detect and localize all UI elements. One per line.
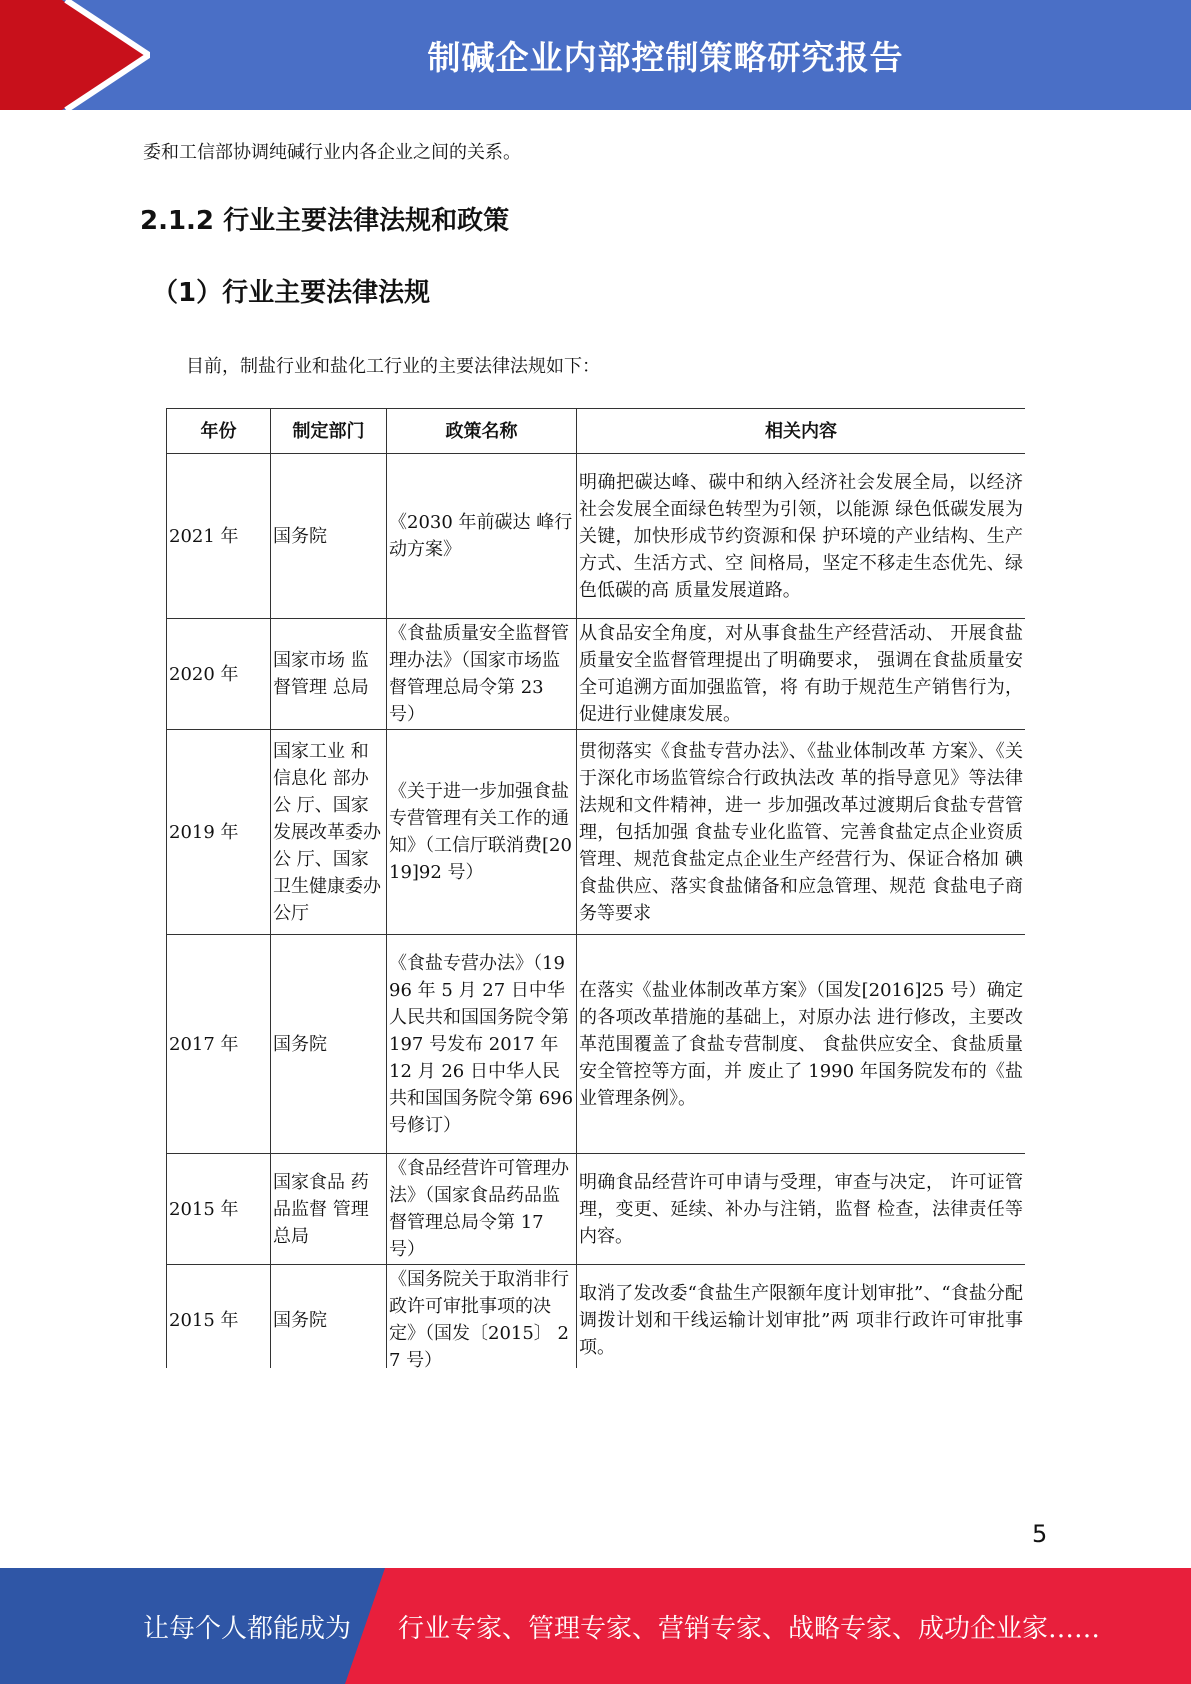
table-row — [167, 1154, 1026, 1265]
regulations-table — [166, 408, 1025, 1368]
cell-policy: 《食品经营许可管理办法》（国家食品药品监督管理总局令第 17 号） — [387, 1154, 577, 1265]
footer-slogan-right: 行业专家、管理专家、营销专家、战略专家、成功企业家…… — [398, 1613, 1101, 1644]
cell-policy: 《2030 年前碳达 峰行动方案》 — [387, 454, 577, 619]
page-header — [0, 0, 1191, 110]
cell-content-text: 明确食品经营许可申请与受理，审查与决定， 许可证管理，变更、延续、补办与注销，监督 检查，法律责任等内容。 — [579, 1171, 1023, 1247]
cell-year: 2021 年 — [167, 454, 271, 619]
header-policy: 政策名称 — [387, 409, 577, 454]
page-footer — [0, 1568, 1191, 1684]
cell-year: 2017 年 — [167, 935, 271, 1154]
table-row — [167, 1265, 1026, 1369]
cell-dept: 国务院 — [271, 454, 387, 619]
cell-year: 2020 年 — [167, 619, 271, 730]
cell-content-text: 在落实《盐业体制改革方案》（国发[2016]25 号）确定的各项改革措施的基础上，对原办法 进行修改，主要改革范围覆盖了食盐专营制度、 食盐供应安全、食盐质量安全管控等方面，并 废止了 1990 年国务院发布的《盐业管理条例》。 — [579, 979, 1023, 1109]
table-header-row — [167, 409, 1026, 454]
cell-content — [577, 730, 1026, 935]
header-dept: 制定部门 — [271, 409, 387, 454]
cell-content-text: 贯彻落实《食盐专营办法》、《盐业体制改革 方案》、《关于深化市场监管综合行政执法改 革的指导意见》等法律法规和文件精神，进一 步加强改革过渡期后食盐专营管理，包括加强 食盐专业化监管、完善食盐定点企业资质管理、规范食盐定点企业生产经营行为、保证合格加 碘食盐供应、落实食盐储备和应急管理、规范 食盐电子商务等要求 — [579, 740, 1023, 924]
cell-content-text: 明确把碳达峰、碳中和纳入经济社会发展全局，以经济社会发展全面绿色转型为引领，以能源 绿色低碳发展为关键，加快形成节约资源和保 护环境的产业结构、生产方式、生活方式、空 间格局，坚定不移走生态优先、绿色低碳的高 质量发展道路。 — [579, 471, 1023, 601]
intro-line: 委和工信部协调纯碱行业内各企业之间的关系。 — [143, 142, 521, 163]
header-title: 制碱企业内部控制策略研究报告 — [427, 37, 904, 77]
header-year: 年份 — [167, 409, 271, 454]
cell-content — [577, 935, 1026, 1154]
header-content: 相关内容 — [577, 409, 1026, 454]
cell-content — [577, 1154, 1026, 1265]
cell-policy: 《国务院关于取消非行政许可审批事项的决定》（国发〔2015〕 27 号） — [387, 1265, 577, 1369]
cell-policy: 《关于进一步加强食盐专营管理有关工作的通知》（工信厅联消费[2019]92 号） — [387, 730, 577, 935]
cell-year: 2019 年 — [167, 730, 271, 935]
cell-dept: 国务院 — [271, 1265, 387, 1369]
cell-dept: 国务院 — [271, 935, 387, 1154]
subsection-heading: （1）行业主要法律法规 — [152, 278, 431, 308]
header-arrow-decoration — [0, 0, 150, 110]
cell-policy: 《食盐专营办法》（1996 年 5 月 27 日中华人民共和国国务院令第 197 号发布 2017 年 12 月 26 日中华人民 共和国国务院令第 696 号修订） — [387, 935, 577, 1154]
footer-slogan-left: 让每个人都能成为 — [143, 1613, 352, 1644]
cell-dept: 国家市场 监督管理 总局 — [271, 619, 387, 730]
cell-content — [577, 1265, 1026, 1369]
intro-paragraph: 目前，制盐行业和盐化工行业的主要法律法规如下： — [186, 356, 600, 377]
table-row — [167, 935, 1026, 1154]
table-row — [167, 619, 1026, 730]
cell-content-text: 取消了发改委“食盐生产限额年度计划审批”、“食盐分配调拨计划和干线运输计划审批”两 项非行政许可审批事项。 — [579, 1282, 1023, 1358]
cell-content — [577, 619, 1026, 730]
cell-year: 2015 年 — [167, 1265, 271, 1369]
cell-year: 2015 年 — [167, 1154, 271, 1265]
cell-dept: 国家工业 和信息化 部办公 厅、国家发展改革委办公 厅、国家 卫生健康委办公厅 — [271, 730, 387, 935]
cell-dept: 国家食品 药品监督 管理总局 — [271, 1154, 387, 1265]
page-number: 5 — [1032, 1520, 1048, 1548]
section-heading: 2.1.2 行业主要法律法规和政策 — [140, 206, 510, 236]
cell-content — [577, 454, 1026, 619]
cell-content-text: 从食品安全角度，对从事食盐生产经营活动、 开展食盐质量安全监督管理提出了明确要求， 强调在食盐质量安全可追溯方面加强监管，将 有助于规范生产销售行为，促进行业健康发展。 — [579, 623, 1023, 725]
table-row — [167, 730, 1026, 935]
cell-policy: 《食盐质量安全监督管理办法》（国家市场监督管理总局令第 23 号） — [387, 619, 577, 730]
table-row — [167, 454, 1026, 619]
regulations-table-container — [166, 408, 1025, 1368]
